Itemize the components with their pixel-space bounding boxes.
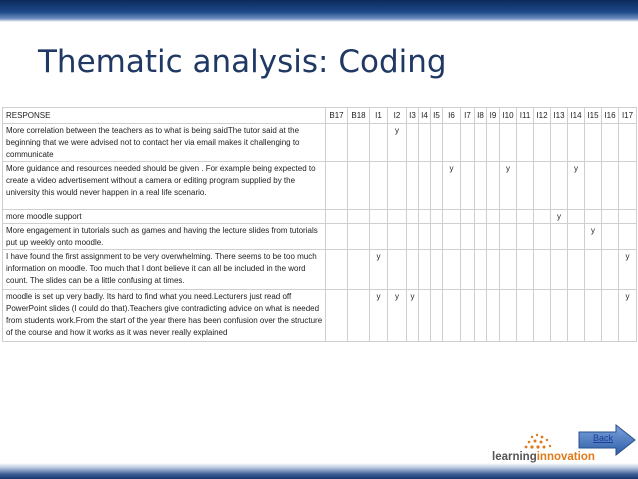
code-mark-cell [475,210,487,224]
code-mark-cell [370,162,388,210]
table-row [3,162,637,210]
code-mark-cell [619,210,637,224]
table-row [3,250,637,290]
code-mark-cell [585,210,602,224]
code-mark-cell [443,290,461,342]
code-mark-cell [388,210,407,224]
code-mark-cell [551,224,568,250]
code-mark-cell: y [370,250,388,290]
code-mark-cell [585,250,602,290]
column-header-i15: I15 [585,108,602,124]
code-mark-cell: y [407,290,419,342]
code-mark-cell [551,124,568,162]
response-cell: moodle is set up very badly. Its hard to find what you need.Lecturers just read off PowerPoint slides (I could do that).Teachers give contradicting advice on what is needed from students work.From the start of the year there has been confusion over the structure of the course and how it works as it was never really explained [3,290,326,342]
code-mark-cell: y [619,290,637,342]
code-mark-cell [568,290,585,342]
code-mark-cell [551,290,568,342]
code-mark-cell [443,124,461,162]
response-cell: more moodle support [3,210,326,224]
code-mark-cell [419,250,431,290]
code-mark-cell [443,224,461,250]
code-mark-cell [487,124,500,162]
code-mark-cell [461,224,475,250]
code-mark-cell [431,290,443,342]
code-mark-cell [388,224,407,250]
logo-text-main: learning [492,451,537,463]
code-mark-cell [348,250,370,290]
code-mark-cell [602,290,619,342]
code-mark-cell: y [388,124,407,162]
code-mark-cell [419,124,431,162]
code-mark-cell: y [585,224,602,250]
code-mark-cell [326,124,348,162]
code-mark-cell [326,250,348,290]
top-gradient-band [0,0,638,22]
column-header-i7: I7 [461,108,475,124]
slide-title: Thematic analysis: Coding [38,44,447,80]
code-mark-cell [475,290,487,342]
column-header-i8: I8 [475,108,487,124]
code-mark-cell [568,250,585,290]
code-mark-cell [534,250,551,290]
code-mark-cell [431,210,443,224]
code-mark-cell [370,124,388,162]
response-column-header: RESPONSE [3,108,326,124]
code-mark-cell [534,224,551,250]
code-mark-cell [517,290,534,342]
code-mark-cell: y [619,250,637,290]
code-mark-cell [348,162,370,210]
response-cell: More guidance and resources needed should be given . For example being expected to create a video advertisement without a camera or editing program supplied by the university this would never happen in a real life scenario. [3,162,326,210]
code-mark-cell [602,210,619,224]
code-mark-cell [551,162,568,210]
code-mark-cell [487,224,500,250]
column-header-b17: B17 [326,108,348,124]
code-mark-cell: y [443,162,461,210]
bottom-gradient-band [0,463,638,479]
code-mark-cell [500,224,517,250]
code-mark-cell [475,224,487,250]
code-mark-cell [551,250,568,290]
code-mark-cell [461,290,475,342]
code-mark-cell [431,250,443,290]
code-mark-cell [585,162,602,210]
code-mark-cell [475,124,487,162]
code-mark-cell [461,162,475,210]
code-mark-cell [419,224,431,250]
column-header-i13: I13 [551,108,568,124]
code-mark-cell [500,290,517,342]
code-mark-cell [407,124,419,162]
column-header-i17: I17 [619,108,637,124]
code-mark-cell [407,210,419,224]
response-cell: I have found the first assignment to be very overwhelming. There seems to be too much information on moodle. Too much that I dont believe it can all be included in the word count. The slides can be a little confusing at times. [3,250,326,290]
code-mark-cell [517,210,534,224]
code-mark-cell [534,162,551,210]
code-mark-cell [517,124,534,162]
column-header-i10: I10 [500,108,517,124]
code-mark-cell [517,224,534,250]
code-mark-cell [326,210,348,224]
code-mark-cell [461,124,475,162]
column-header-i12: I12 [534,108,551,124]
column-header-i1: I1 [370,108,388,124]
code-mark-cell: y [370,290,388,342]
code-mark-cell [500,124,517,162]
code-mark-cell [326,162,348,210]
code-mark-cell [419,210,431,224]
table-row [3,290,637,342]
logo-text-accent: innovation [536,451,595,463]
column-header-b18: B18 [348,108,370,124]
code-mark-cell [370,224,388,250]
code-mark-cell [461,250,475,290]
code-mark-cell: y [568,162,585,210]
code-mark-cell [348,290,370,342]
code-mark-cell [348,124,370,162]
column-header-i5: I5 [431,108,443,124]
column-header-i6: I6 [443,108,461,124]
code-mark-cell [534,290,551,342]
code-mark-cell [407,250,419,290]
response-cell: More engagement in tutorials such as games and having the lecture slides from tutorials put up weekly onto moodle. [3,224,326,250]
code-mark-cell [326,290,348,342]
column-header-i3: I3 [407,108,419,124]
column-header-i14: I14 [568,108,585,124]
code-mark-cell [431,124,443,162]
code-mark-cell [602,224,619,250]
code-mark-cell [500,210,517,224]
code-mark-cell [534,210,551,224]
column-header-i2: I2 [388,108,407,124]
code-mark-cell [568,124,585,162]
table-row [3,224,637,250]
code-mark-cell [602,250,619,290]
code-mark-cell [487,250,500,290]
code-mark-cell [475,162,487,210]
coding-table [2,107,637,342]
code-mark-cell: y [551,210,568,224]
table-header-row [3,108,637,124]
code-mark-cell [517,162,534,210]
table-row [3,124,637,162]
code-mark-cell [534,124,551,162]
code-mark-cell [326,224,348,250]
code-mark-cell [348,210,370,224]
code-mark-cell [443,210,461,224]
code-mark-cell [407,162,419,210]
code-mark-cell [585,290,602,342]
code-mark-cell [388,162,407,210]
code-mark-cell [487,210,500,224]
code-mark-cell [475,250,487,290]
code-mark-cell [487,162,500,210]
code-mark-cell [407,224,419,250]
response-cell: More correlation between the teachers as to what is being saidThe tutor said at the beginning that we were advised not to contact her via email makes it challenging to communicate [3,124,326,162]
code-mark-cell [419,290,431,342]
code-mark-cell [602,124,619,162]
table-row [3,210,637,224]
code-mark-cell [568,224,585,250]
code-mark-cell [487,290,500,342]
code-mark-cell [419,162,431,210]
column-header-i4: I4 [419,108,431,124]
code-mark-cell: y [500,162,517,210]
code-mark-cell [585,124,602,162]
code-mark-cell [388,250,407,290]
code-mark-cell [619,124,637,162]
code-mark-cell [431,224,443,250]
code-mark-cell [619,162,637,210]
code-mark-cell [348,224,370,250]
code-mark-cell [443,250,461,290]
code-mark-cell [370,210,388,224]
code-mark-cell [568,210,585,224]
code-mark-cell [500,250,517,290]
column-header-i9: I9 [487,108,500,124]
code-mark-cell [431,162,443,210]
code-mark-cell [619,224,637,250]
code-mark-cell [461,210,475,224]
back-link[interactable]: Back [593,433,614,443]
column-header-i11: I11 [517,108,534,124]
column-header-i16: I16 [602,108,619,124]
code-mark-cell: y [388,290,407,342]
code-mark-cell [517,250,534,290]
code-mark-cell [602,162,619,210]
